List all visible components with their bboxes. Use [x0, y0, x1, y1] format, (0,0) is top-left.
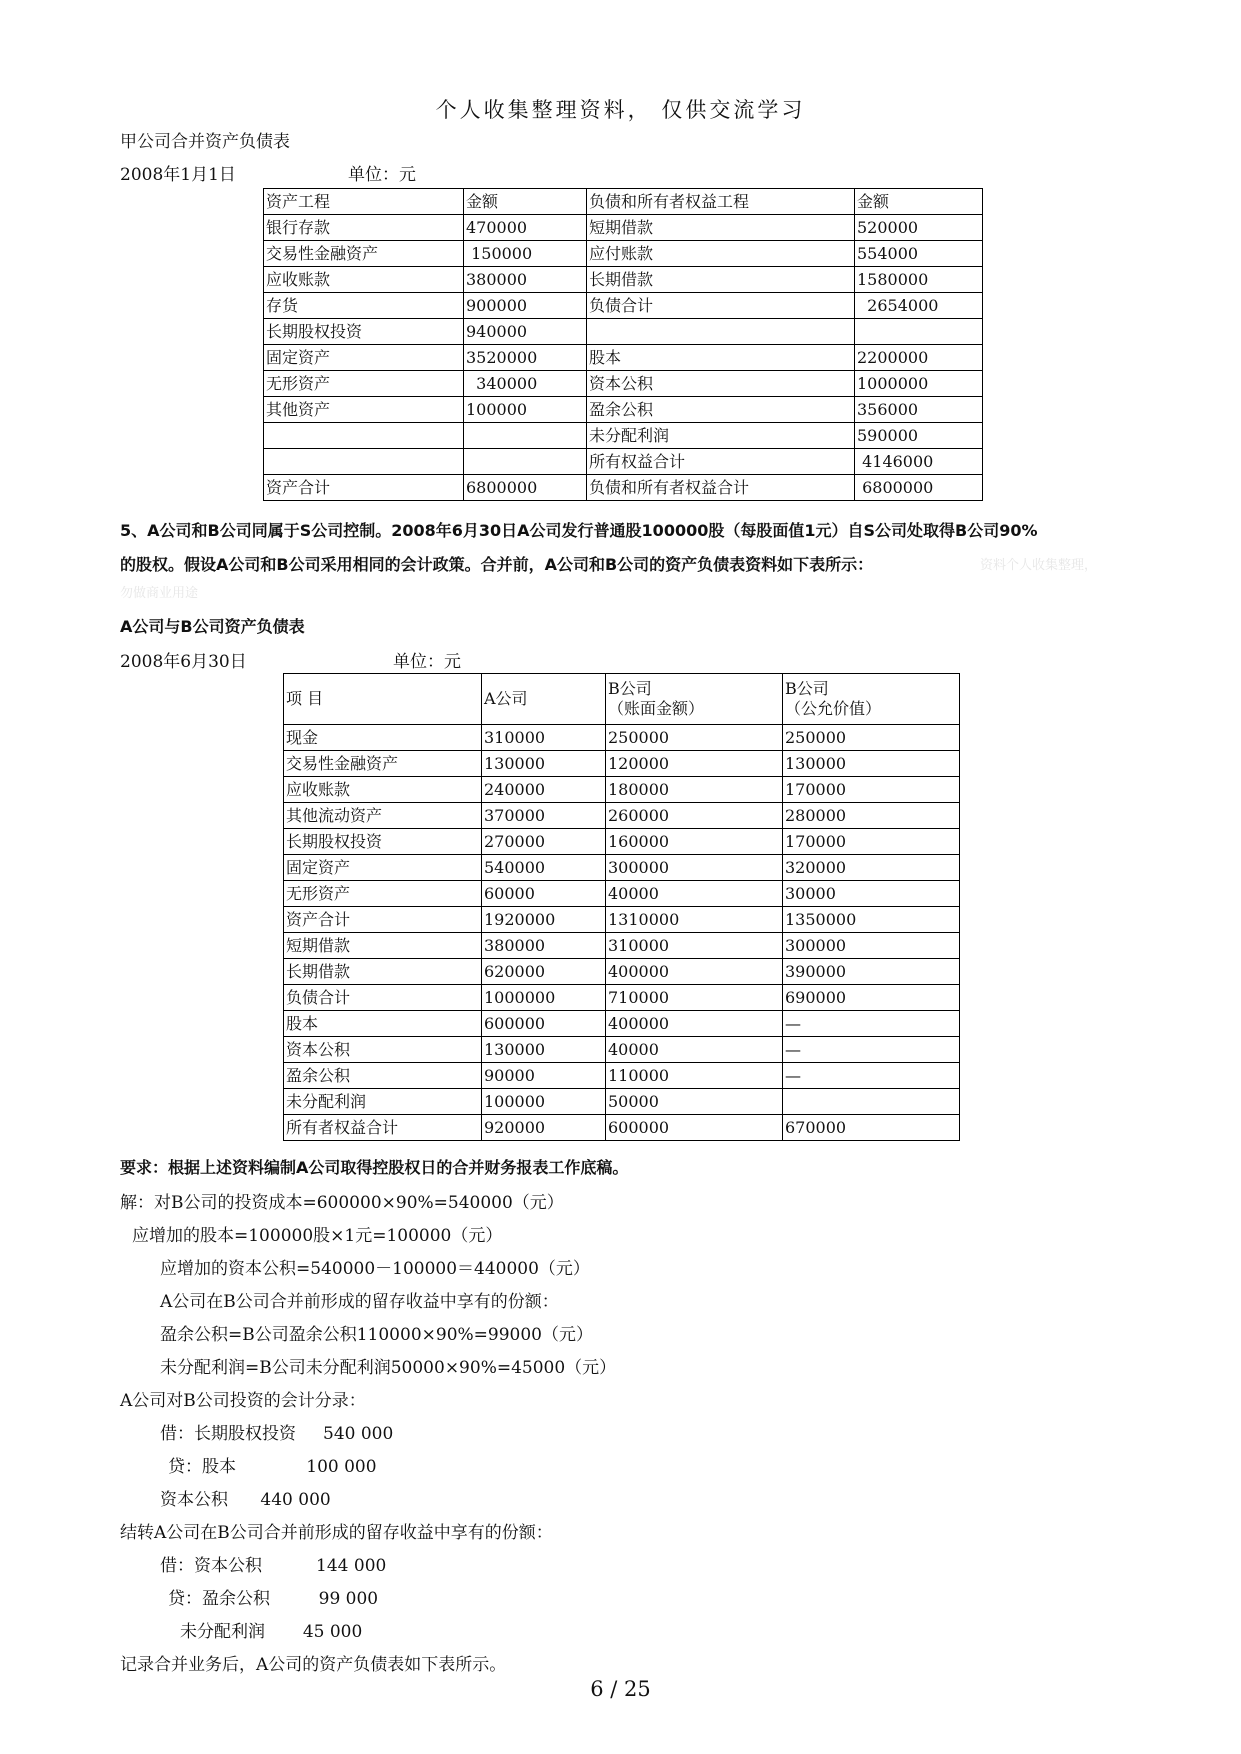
table2-cell: 未分配利润: [284, 1089, 482, 1115]
table2-cell: 170000: [783, 829, 960, 855]
table-row: [284, 1037, 960, 1063]
table-row: [284, 1011, 960, 1037]
table1-header-cell: 金额: [464, 189, 587, 215]
table2-cell: —: [783, 1037, 960, 1063]
table1-cell: [464, 423, 587, 449]
table-row: [284, 933, 960, 959]
table2-cell: —: [783, 1063, 960, 1089]
table1-cell: 4146000: [855, 449, 983, 475]
table2-cell: 负债合计: [284, 985, 482, 1011]
table2-cell: 710000: [606, 985, 783, 1011]
table1-cell: [264, 449, 464, 475]
solution-line: A公司在B公司合并前形成的留存收益中享有的份额：: [160, 1292, 559, 1312]
header-b-fair-value: [783, 674, 960, 725]
table1-header-cell: 负债和所有者权益工程: [587, 189, 855, 215]
table-row: [264, 293, 983, 319]
table2-cell: 400000: [606, 1011, 783, 1037]
table2-cell: 110000: [606, 1063, 783, 1089]
table2-cell: 股本: [284, 1011, 482, 1037]
table2-cell: 300000: [783, 933, 960, 959]
table1-title: 甲公司合并资产负债表: [120, 132, 290, 152]
table-row: [264, 319, 983, 345]
problem-line-2: 的股权。假设A公司和B公司采用相同的会计政策。合并前，A公司和B公司的资产负债表资料如下表所示：: [120, 555, 874, 574]
table2-cell: 1350000: [783, 907, 960, 933]
table2-cell: 短期借款: [284, 933, 482, 959]
table2-cell: 40000: [606, 1037, 783, 1063]
header-b-fair-line1: B公司: [785, 679, 829, 698]
table1-cell: 470000: [464, 215, 587, 241]
table2-cell: 380000: [482, 933, 606, 959]
table1-cell: 6800000: [855, 475, 983, 501]
table2-cell: 无形资产: [284, 881, 482, 907]
table1-header-cell: 金额: [855, 189, 983, 215]
table2-cell: 180000: [606, 777, 783, 803]
table-row: [264, 215, 983, 241]
table1-cell: 356000: [855, 397, 983, 423]
table1-cell: 900000: [464, 293, 587, 319]
table2-cell: 400000: [606, 959, 783, 985]
header-item: 项 目: [284, 674, 482, 725]
table1-cell: 590000: [855, 423, 983, 449]
table1-cell: 6800000: [464, 475, 587, 501]
table1-cell: 3520000: [464, 345, 587, 371]
table1-cell: 固定资产: [264, 345, 464, 371]
table-row: [284, 751, 960, 777]
table1-date: 2008年1月1日: [120, 165, 236, 185]
table1-cell: 负债合计: [587, 293, 855, 319]
table1-cell: 负债和所有者权益合计: [587, 475, 855, 501]
solution-line: 未分配利润=B公司未分配利润50000×90%=45000（元）: [160, 1358, 617, 1378]
solution-line: 解：对B公司的投资成本=600000×90%=540000（元）: [120, 1193, 564, 1213]
table2-cell: 300000: [606, 855, 783, 881]
table-row: [264, 475, 983, 501]
table-row: [284, 959, 960, 985]
table2-cell: 260000: [606, 803, 783, 829]
table2-header-row: [284, 674, 960, 725]
table2-unit: 单位：元: [393, 652, 461, 672]
table2-cell: 其他流动资产: [284, 803, 482, 829]
table1-cell: 1580000: [855, 267, 983, 293]
table-row: [284, 985, 960, 1011]
table2-cell: 90000: [482, 1063, 606, 1089]
solution-line: 资本公积 440 000: [160, 1490, 331, 1510]
header-a-company: A公司: [482, 674, 606, 725]
table1-cell: 交易性金融资产: [264, 241, 464, 267]
table-row: [264, 241, 983, 267]
table2-cell: —: [783, 1011, 960, 1037]
table1-cell: 其他资产: [264, 397, 464, 423]
solution-line: 借：资本公积 144 000: [160, 1556, 387, 1576]
table2-cell: 600000: [606, 1115, 783, 1141]
table1-cell: 1000000: [855, 371, 983, 397]
table2-cell: 240000: [482, 777, 606, 803]
table2-cell: 370000: [482, 803, 606, 829]
table1-cell: 无形资产: [264, 371, 464, 397]
table1-cell: 未分配利润: [587, 423, 855, 449]
solution-line: 贷：股本 100 000: [168, 1457, 377, 1477]
table1-cell: 150000: [464, 241, 587, 267]
table1-header-cell: 资产工程: [264, 189, 464, 215]
table1-cell: 短期借款: [587, 215, 855, 241]
table1-cell: 资本公积: [587, 371, 855, 397]
solution-line: 未分配利润 45 000: [180, 1622, 363, 1642]
table1-cell: 盈余公积: [587, 397, 855, 423]
table2-cell: 280000: [783, 803, 960, 829]
header-b-book-line2: （账面金额）: [608, 699, 705, 718]
table2-cell: 30000: [783, 881, 960, 907]
table2-cell: 60000: [482, 881, 606, 907]
table2-cell: 250000: [783, 725, 960, 751]
table1-cell: 340000: [464, 371, 587, 397]
table-row: [264, 449, 983, 475]
table1-cell: 应收账款: [264, 267, 464, 293]
page-header: 个人收集整理资料， 仅供交流学习: [435, 98, 806, 122]
table2-cell: 50000: [606, 1089, 783, 1115]
table-row: [284, 725, 960, 751]
table1-unit: 单位：元: [348, 165, 416, 185]
table2-cell: 130000: [482, 751, 606, 777]
watermark-note-2: 勿做商业用途: [120, 586, 199, 601]
solution-line: 应增加的资本公积=540000－100000＝440000（元）: [160, 1259, 590, 1279]
table2-cell: 310000: [606, 933, 783, 959]
solution-line: 结转A公司在B公司合并前形成的留存收益中享有的份额：: [120, 1523, 553, 1543]
table2-cell: 所有者权益合计: [284, 1115, 482, 1141]
table2-cell: 600000: [482, 1011, 606, 1037]
solution-line: 盈余公积=B公司盈余公积110000×90%=99000（元）: [160, 1325, 593, 1345]
table1-cell: 所有权益合计: [587, 449, 855, 475]
table2-cell: 690000: [783, 985, 960, 1011]
table2-cell: 40000: [606, 881, 783, 907]
table2-cell: 130000: [482, 1037, 606, 1063]
table-row: [264, 397, 983, 423]
table2-cell: [783, 1089, 960, 1115]
table1-cell: 长期股权投资: [264, 319, 464, 345]
table2-cell: 270000: [482, 829, 606, 855]
table1-cell: 520000: [855, 215, 983, 241]
header-b-fair-line2: （公允价值）: [785, 699, 882, 718]
watermark-note-1: 资料个人收集整理，: [980, 558, 1098, 573]
table2-cell: 130000: [783, 751, 960, 777]
table2-cell: 540000: [482, 855, 606, 881]
table-row: [264, 371, 983, 397]
table1-cell: [587, 319, 855, 345]
table-row: [284, 855, 960, 881]
table1-cell: [855, 319, 983, 345]
table1-cell: 380000: [464, 267, 587, 293]
table-row: [284, 907, 960, 933]
table1-header-row: [264, 189, 983, 215]
table-row: [264, 267, 983, 293]
table-row: [284, 777, 960, 803]
table1-cell: 2200000: [855, 345, 983, 371]
table1-cell: 资产合计: [264, 475, 464, 501]
table2-cell: 1920000: [482, 907, 606, 933]
table-row: [284, 1115, 960, 1141]
table1-cell: 长期借款: [587, 267, 855, 293]
table1-cell: [464, 449, 587, 475]
table-row: [284, 1063, 960, 1089]
table2-cell: 170000: [783, 777, 960, 803]
table1-cell: 2654000: [855, 293, 983, 319]
table-row: [284, 1089, 960, 1115]
table2-cell: 应收账款: [284, 777, 482, 803]
table-row: [284, 881, 960, 907]
table1-cell: 股本: [587, 345, 855, 371]
table2-cell: 长期借款: [284, 959, 482, 985]
table-row: [284, 803, 960, 829]
table2-cell: 长期股权投资: [284, 829, 482, 855]
table-row: [284, 829, 960, 855]
table2-cell: 390000: [783, 959, 960, 985]
table2-cell: 620000: [482, 959, 606, 985]
table-row: [264, 345, 983, 371]
table2-cell: 资本公积: [284, 1037, 482, 1063]
page-number: 6 / 25: [590, 1677, 651, 1701]
table2-cell: 盈余公积: [284, 1063, 482, 1089]
table1-cell: 银行存款: [264, 215, 464, 241]
table2-cell: 310000: [482, 725, 606, 751]
table2-cell: 320000: [783, 855, 960, 881]
table1-cell: 存货: [264, 293, 464, 319]
table2-cell: 交易性金融资产: [284, 751, 482, 777]
solution-line: 应增加的股本=100000股×1元=100000（元）: [132, 1226, 503, 1246]
balance-sheet-table-1: [263, 188, 983, 501]
table2-cell: 1310000: [606, 907, 783, 933]
table1-cell: 应付账款: [587, 241, 855, 267]
table2-date: 2008年6月30日: [120, 652, 247, 672]
table2-cell: 资产合计: [284, 907, 482, 933]
table2-cell: 250000: [606, 725, 783, 751]
table1-cell: 100000: [464, 397, 587, 423]
table1-cell: 554000: [855, 241, 983, 267]
header-b-book-line1: B公司: [608, 679, 652, 698]
solution-line: 借：长期股权投资 540 000: [160, 1424, 394, 1444]
problem-line-1: 5、A公司和B公司同属于S公司控制。2008年6月30日A公司发行普通股100000股（每股面值1元）自S公司处取得B公司90%: [120, 521, 1038, 540]
table2-cell: 160000: [606, 829, 783, 855]
header-b-book-value: [606, 674, 783, 725]
table1-cell: 940000: [464, 319, 587, 345]
table2-title: A公司与B公司资产负债表: [120, 617, 305, 636]
solution-line: 记录合并业务后，A公司的资产负债表如下表所示。: [120, 1655, 507, 1675]
balance-sheet-table-2: [283, 673, 960, 1141]
table2-cell: 920000: [482, 1115, 606, 1141]
table2-cell: 现金: [284, 725, 482, 751]
solution-line: 贷：盈余公积 99 000: [168, 1589, 379, 1609]
table2-cell: 120000: [606, 751, 783, 777]
table2-cell: 670000: [783, 1115, 960, 1141]
table2-cell: 100000: [482, 1089, 606, 1115]
table1-cell: [264, 423, 464, 449]
requirement-text: 要求：根据上述资料编制A公司取得控股权日的合并财务报表工作底稿。: [120, 1158, 629, 1177]
table2-cell: 1000000: [482, 985, 606, 1011]
table2-cell: 固定资产: [284, 855, 482, 881]
table-row: [264, 423, 983, 449]
solution-line: A公司对B公司投资的会计分录：: [120, 1391, 366, 1411]
